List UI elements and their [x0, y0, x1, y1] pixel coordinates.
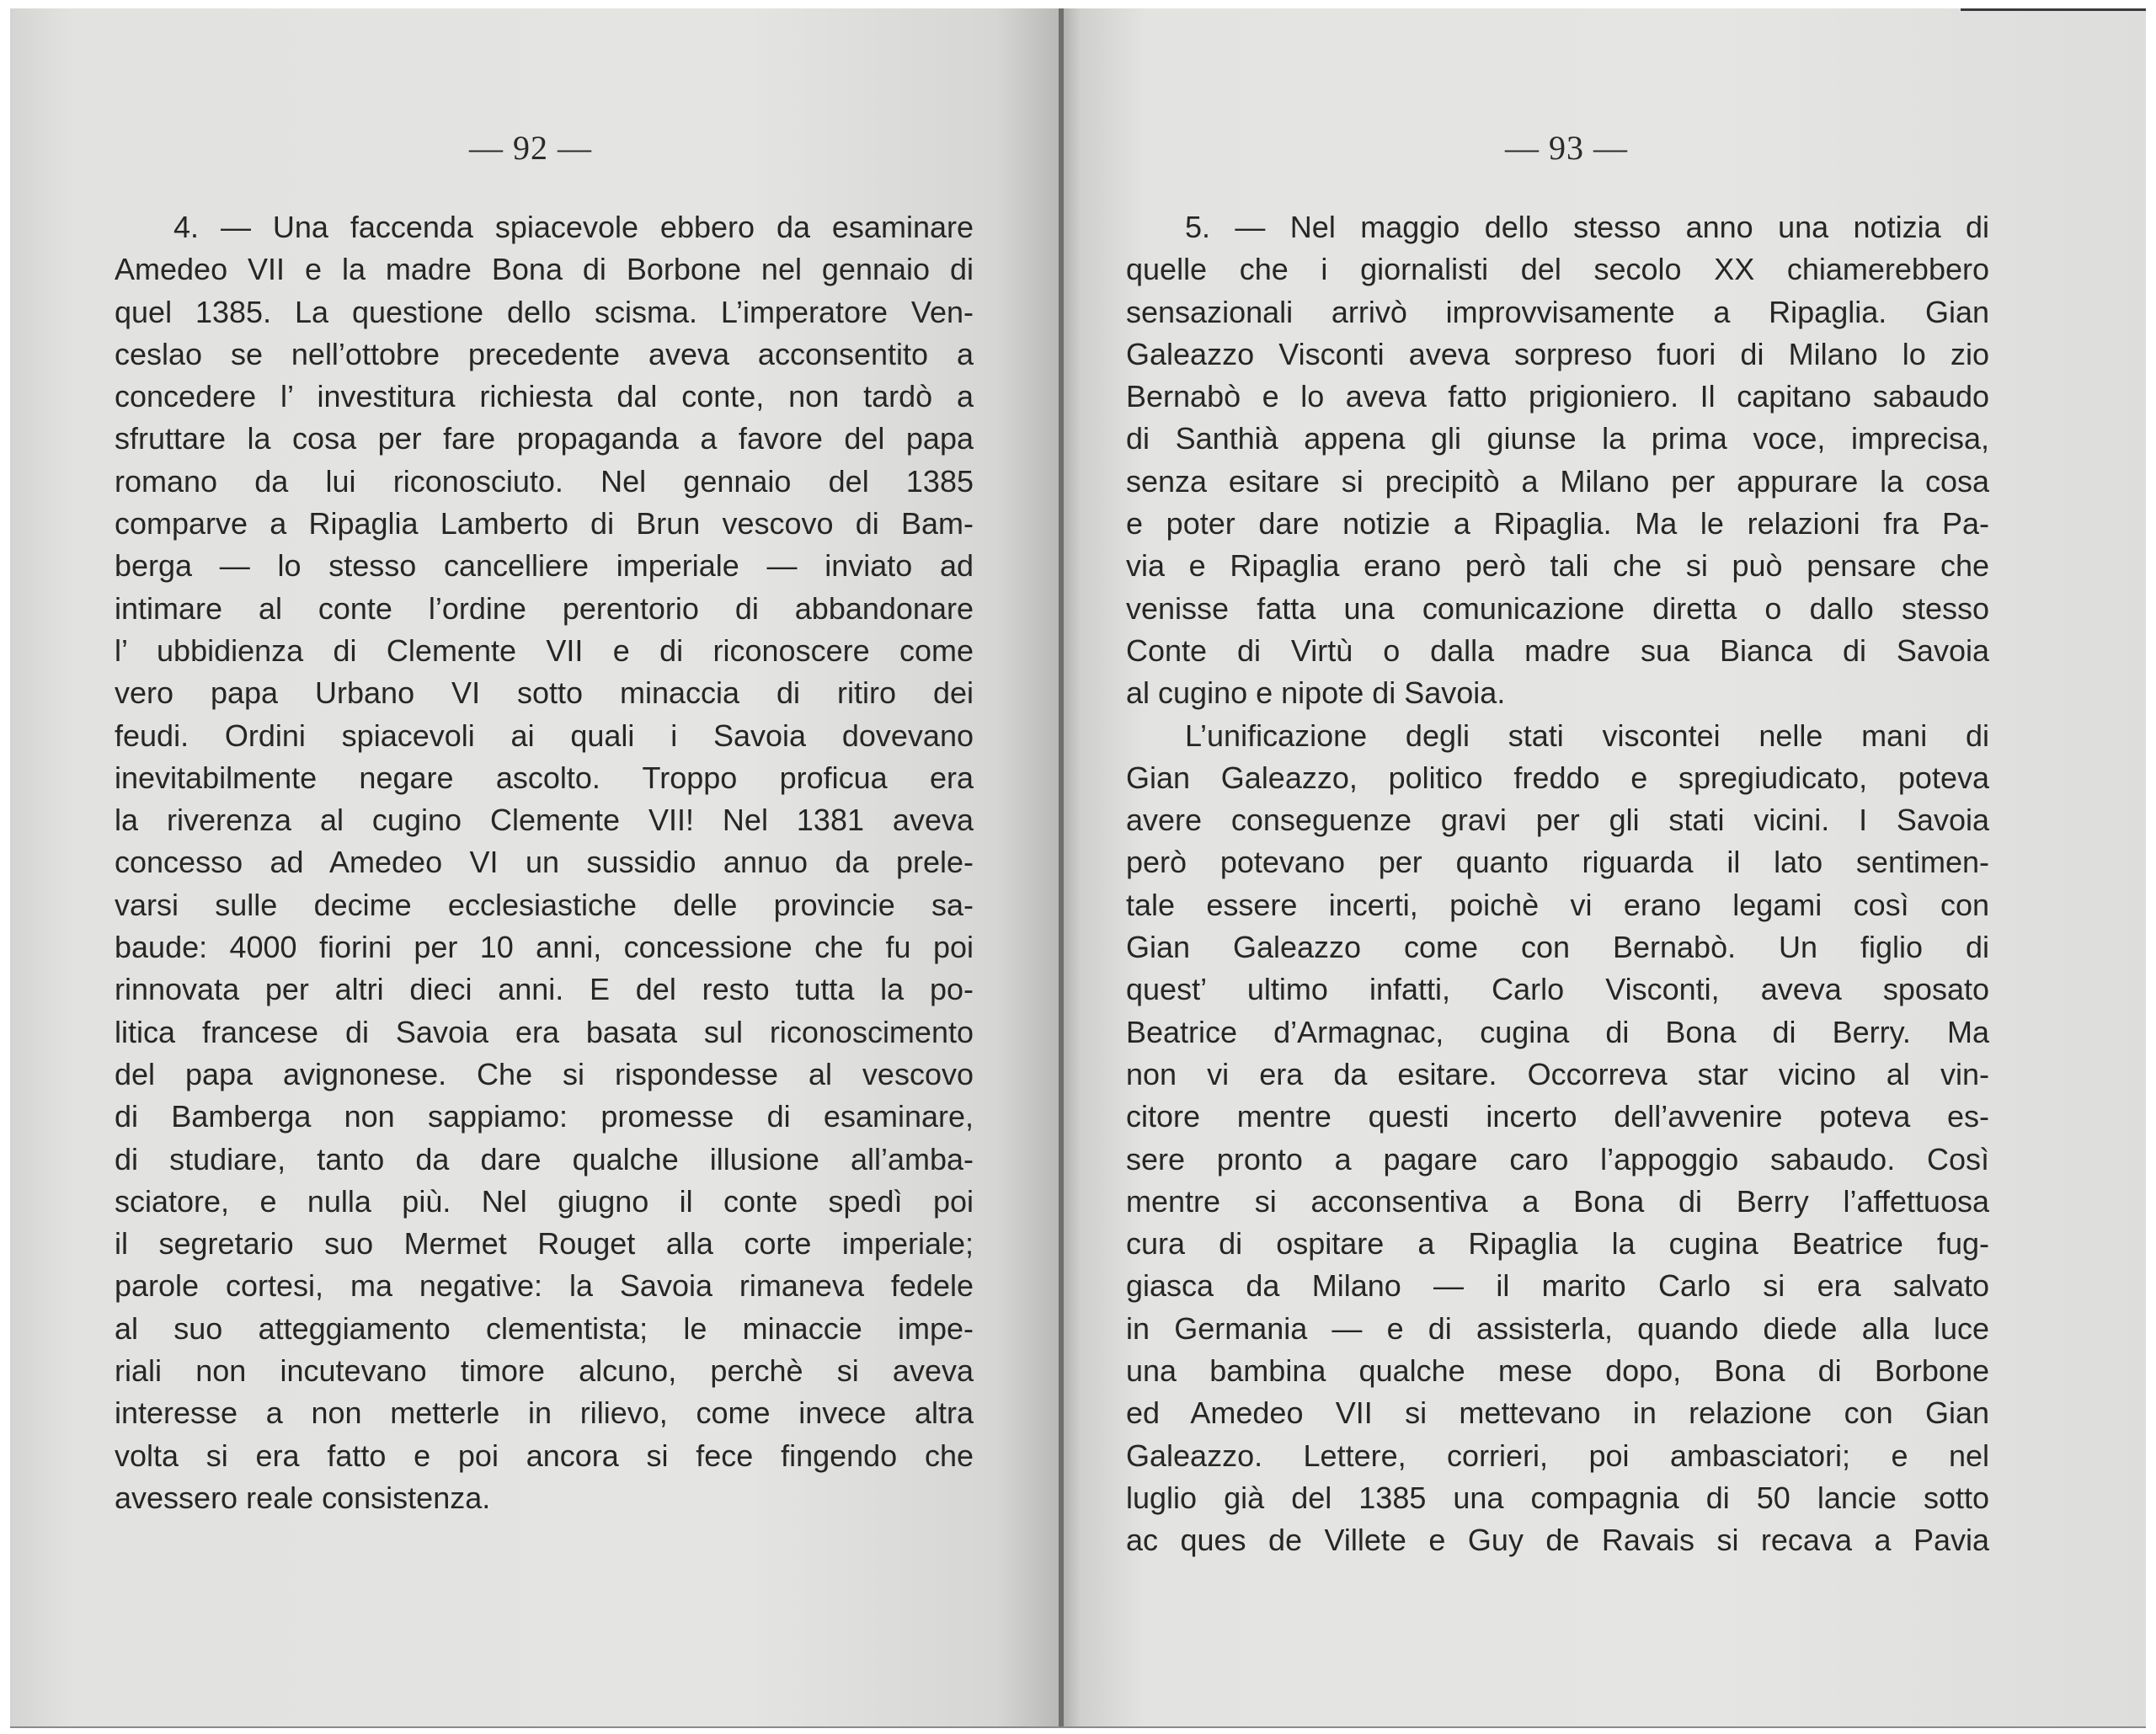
text-line: citore mentre questi incerto dell’avvenire poteva es-: [1126, 1099, 1989, 1134]
text-line: la riverenza al cugino Clemente VII! Nel 1381 aveva: [115, 803, 974, 838]
text-line: di Santhià appena gli giunse la prima voce, imprecisa,: [1126, 421, 1989, 456]
text-line: sensazionali arrivò improvvisamente a Ripaglia. Gian: [1126, 294, 1989, 329]
text-line: L’unificazione degli stati viscontei nelle mani di: [1185, 718, 1989, 753]
text-line: Gian Galeazzo, politico freddo e spregiudicato, poteva: [1126, 760, 1989, 795]
text-line: intimare al conte l’ordine perentorio di abbandonare: [115, 590, 974, 626]
text-line: una bambina qualche mese dopo, Bona di Borbone: [1126, 1353, 1989, 1389]
text-line: feudi. Ordini spiacevoli ai quali i Savoia dovevano: [115, 718, 974, 753]
text-line: sfruttare la cosa per fare propaganda a favore del papa: [115, 421, 974, 456]
text-line: di Bamberga non sappiamo: promesse di esaminare,: [115, 1099, 974, 1134]
text-line: di studiare, tanto da dare qualche illusione all’amba-: [115, 1141, 974, 1176]
text-line: luglio già del 1385 una compagnia di 50 lancie sotto: [1126, 1480, 1989, 1515]
text-line: berga — lo stesso cancelliere imperiale — inviato ad: [115, 548, 974, 584]
text-line: rinnovata per altri dieci anni. E del resto tutta la po-: [115, 972, 974, 1007]
book-spread: [10, 8, 2146, 1728]
text-line: volta si era fatto e poi ancora si fece fingendo che: [115, 1438, 974, 1473]
text-line: comparve a Ripaglia Lamberto di Brun vescovo di Bam-: [115, 506, 974, 542]
right-page-body: [1126, 206, 1989, 1562]
text-line: inevitabilmente negare ascolto. Troppo proficua era: [115, 760, 974, 795]
text-line: però potevano per quanto riguarda il lato sentimen-: [1126, 845, 1989, 880]
text-line: al cugino e nipote di Savoia.: [1126, 675, 1506, 711]
text-line: senza esitare si precipitò a Milano per appurare la cosa: [1126, 463, 1989, 499]
text-line: il segretario suo Mermet Rouget alla corte imperiale;: [115, 1226, 974, 1262]
text-line: riali non incutevano timore alcuno, perchè si aveva: [115, 1353, 974, 1389]
page-number-left: — 92 —: [469, 129, 592, 167]
text-line: Gian Galeazzo come con Bernabò. Un figlio di: [1126, 930, 1989, 965]
text-line: Amedeo VII e la madre Bona di Borbone nel gennaio di: [115, 252, 974, 287]
text-line: romano da lui riconosciuto. Nel gennaio del 1385: [115, 463, 974, 499]
text-line: non vi era da esitare. Occorreva star vicino al vin-: [1126, 1056, 1989, 1091]
text-line: baude: 4000 fiorini per 10 anni, concessione che fu poi: [115, 930, 974, 965]
text-line: avere conseguenze gravi per gli stati vicini. I Savoia: [1126, 803, 1989, 838]
text-line: vero papa Urbano VI sotto minaccia di ritiro dei: [115, 675, 974, 711]
text-line: Conte di Virtù o dalla madre sua Bianca di Savoia: [1126, 632, 1989, 668]
text-line: in Germania — e di assisterla, quando diede alla luce: [1126, 1310, 1989, 1346]
text-line: Beatrice d’Armagnac, cugina di Bona di Berry. Ma: [1126, 1014, 1989, 1049]
text-line: via e Ripaglia erano però tali che si può pensare che: [1126, 548, 1989, 584]
text-line: 4. — Una faccenda spiacevole ebbero da esaminare: [173, 210, 974, 244]
text-line: avessero reale consistenza.: [115, 1480, 491, 1515]
left-page: [10, 8, 1059, 1726]
text-line: mentre si acconsentiva a Bona di Berry l’affettuosa: [1126, 1183, 1989, 1219]
text-line: sere pronto a pagare caro l’appoggio sabaudo. Così: [1126, 1141, 1989, 1176]
right-page: [1059, 8, 2146, 1726]
text-line: al suo atteggiamento clementista; le minaccie impe-: [115, 1310, 974, 1346]
page-edge-line: [1961, 8, 2146, 11]
book-gutter: [1059, 8, 1064, 1726]
left-page-body: [115, 206, 974, 1519]
text-line: ceslao se nell’ottobre precedente aveva acconsentito a: [115, 336, 974, 371]
page-number-right: — 93 —: [1505, 129, 1628, 167]
text-line: Galeazzo Visconti aveva sorpreso fuori di Milano lo zio: [1126, 336, 1989, 371]
text-line: Bernabò e lo aveva fatto prigioniero. Il capitano sabaudo: [1126, 379, 1989, 414]
text-line: parole cortesi, ma negative: la Savoia rimaneva fedele: [115, 1268, 974, 1304]
text-line: e poter dare notizie a Ripaglia. Ma le relazioni fra Pa-: [1126, 506, 1989, 542]
text-line: venisse fatta una comunicazione diretta o dallo stesso: [1126, 590, 1989, 626]
text-line: interesse a non metterle in rilievo, come invece altra: [115, 1395, 974, 1431]
text-line: Galeazzo. Lettere, corrieri, poi ambasciatori; e nel: [1126, 1438, 1989, 1473]
text-line: quel 1385. La questione dello scisma. L’imperatore Ven-: [115, 294, 974, 329]
text-line: ac ques de Villete e Guy de Ravais si recava a Pavia: [1126, 1523, 1989, 1558]
text-line: ed Amedeo VII si mettevano in relazione con Gian: [1126, 1395, 1989, 1431]
text-line: quelle che i giornalisti del secolo XX chiamerebbero: [1126, 252, 1989, 287]
text-line: litica francese di Savoia era basata sul riconoscimento: [115, 1014, 974, 1049]
text-line: 5. — Nel maggio dello stesso anno una notizia di: [1185, 210, 1989, 244]
text-line: tale essere incerti, poichè vi erano legami così con: [1126, 887, 1989, 922]
text-line: del papa avignonese. Che si rispondesse al vescovo: [115, 1056, 974, 1091]
text-line: varsi sulle decime ecclesiastiche delle provincie sa-: [115, 887, 974, 922]
text-line: concedere l’ investitura richiesta dal conte, non tardò a: [115, 379, 974, 414]
text-line: l’ ubbidienza di Clemente VII e di riconoscere come: [115, 632, 974, 668]
text-line: giasca da Milano — il marito Carlo si era salvato: [1126, 1268, 1989, 1304]
text-line: cura di ospitare a Ripaglia la cugina Beatrice fug-: [1126, 1226, 1989, 1262]
text-line: concesso ad Amedeo VI un sussidio annuo da prele-: [115, 845, 974, 880]
text-line: sciatore, e nulla più. Nel giugno il conte spedì poi: [115, 1183, 974, 1219]
text-line: quest’ ultimo infatti, Carlo Visconti, aveva sposato: [1126, 972, 1989, 1007]
